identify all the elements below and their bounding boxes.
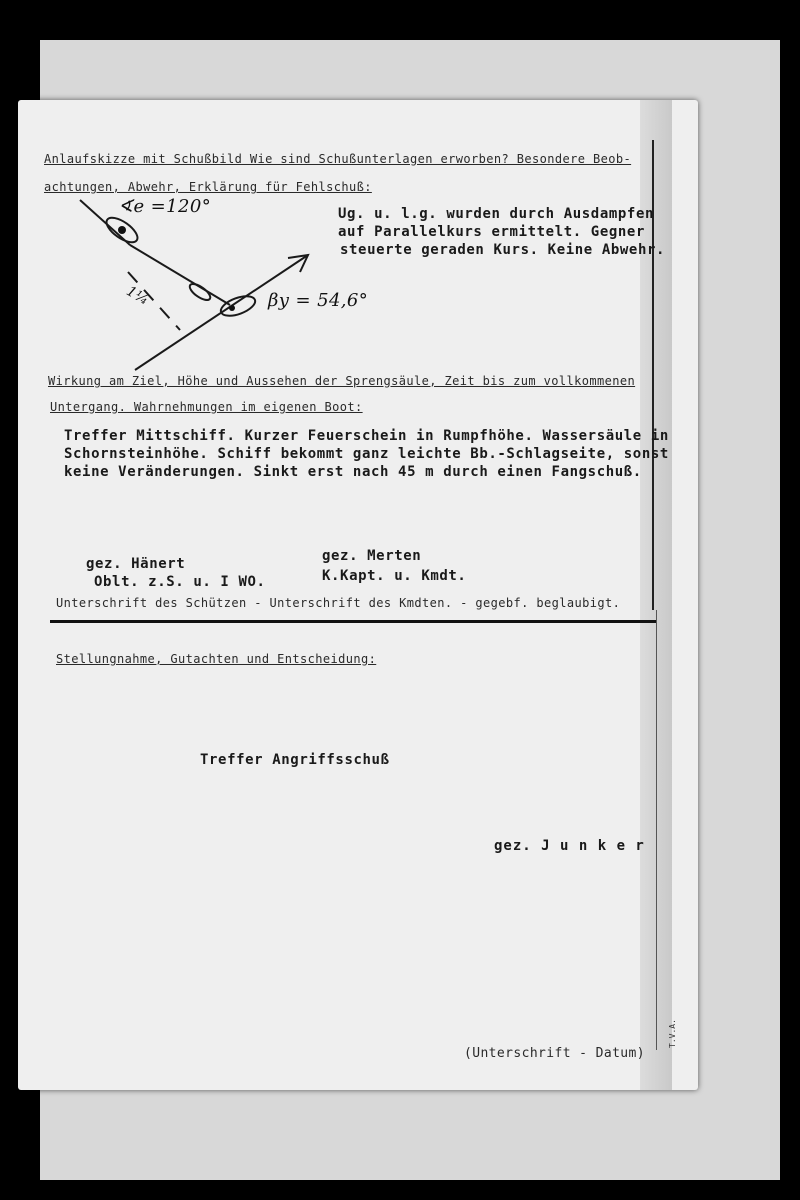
distance-label: 1¼: [123, 283, 152, 309]
observation-line2: auf Parallelkurs ermittelt. Gegner: [338, 224, 645, 240]
form-right-rule-lower: [656, 610, 657, 1050]
commander-signature-name: gez. Merten: [322, 548, 422, 564]
torpedo-track: [135, 255, 308, 370]
header-label-line2: achtungen, Abwehr, Erklärung für Fehlschuß:: [44, 180, 372, 194]
effect-line3: keine Veränderungen. Sinkt erst nach 45 m durch einen Fangschuß.: [64, 464, 642, 480]
effect-line1: Treffer Mittschiff. Kurzer Feuerschein in Rumpfhöhe. Wassersäule in: [64, 428, 669, 444]
decision-signature-caption: (Unterschrift - Datum): [464, 1046, 645, 1061]
decision-verdict: Treffer Angriffsschuß: [200, 752, 390, 768]
observation-line1: Ug. u. l.g. wurden durch Ausdampfen: [338, 206, 655, 222]
section-separator: [50, 620, 656, 623]
effect-line2: Schornsteinhöhe. Schiff bekommt ganz leichte Bb.-Schlagseite, sonst: [64, 446, 669, 462]
decision-signed: gez. J u n k e r: [494, 838, 645, 854]
ship-marker-hit: [229, 305, 235, 311]
deflection-label: βy = 54,6°: [268, 290, 369, 311]
ship-outline-hit: [218, 292, 257, 319]
angle-label: ∢e =120°: [118, 196, 212, 217]
header-label-line1: Anlaufskizze mit Schußbild Wie sind Schußunterlagen erworben? Besondere Beob-: [44, 152, 632, 166]
shooter-signature-rank: Oblt. z.S. u. I WO.: [94, 574, 266, 590]
ship-marker-start: [118, 226, 126, 234]
decision-label: Stellungnahme, Gutachten und Entscheidung:: [56, 652, 377, 666]
signature-caption: Unterschrift des Schützen - Unterschrift des Kmdten. - gegebf. beglaubigt.: [56, 596, 621, 610]
archive-stamp: T.V.A.: [668, 1019, 677, 1048]
observation-line3: steuerte geraden Kurs. Keine Abwehr.: [340, 242, 666, 258]
effect-label-line2: Untergang. Wahrnehmungen im eigenen Boot:: [50, 400, 363, 414]
commander-signature-rank: K.Kapt. u. Kmdt.: [322, 568, 467, 584]
shooter-signature-name: gez. Hänert: [86, 556, 186, 572]
effect-label-line1: Wirkung am Ziel, Höhe und Aussehen der Sprengsäule, Zeit bis zum vollkommenen: [48, 374, 636, 388]
